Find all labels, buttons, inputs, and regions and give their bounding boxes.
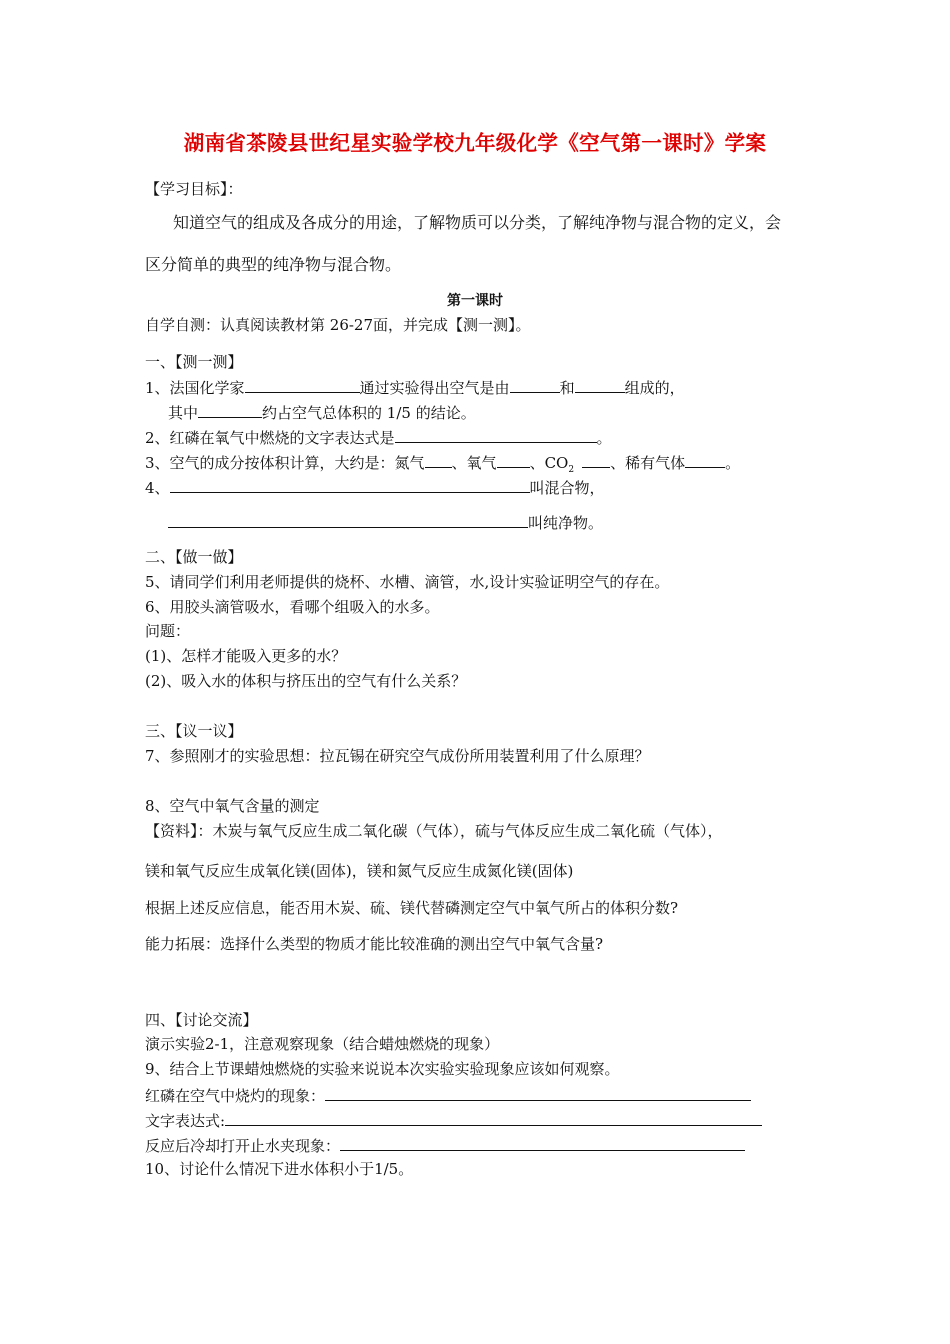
q3-blank-oxygen[interactable] (497, 452, 530, 468)
q1-text-d: 组成的， (624, 379, 685, 397)
q1-blank-component-1[interactable] (510, 377, 560, 393)
q1-text-a: 1、法国化学家 (145, 379, 245, 397)
q1-text-b: 通过实验得出空气是由 (359, 379, 510, 397)
question-8: 8、空气中氧气含量的测定 (145, 797, 320, 815)
question-8-extension: 能力拓展：选择什么类型的物质才能比较准确的测出空气中氧气含量? (145, 935, 604, 953)
question-7: 7、参照刚才的实验思想：拉瓦锡在研究空气成份所用装置利用了什么原理？ (145, 747, 650, 765)
observation-3-label: 反应后冷却打开止水夹现象： (145, 1137, 341, 1155)
self-study-instruction: 自学自测：认真阅读教材第 26-27面，并完成【测一测】。 (145, 316, 531, 334)
observation-2-blank[interactable] (225, 1110, 762, 1126)
question-10: 10、讨论什么情况下进水体积小于1/5。 (145, 1160, 414, 1178)
question-2 (145, 427, 612, 447)
question-1-line-2 (168, 402, 476, 422)
question-8-info-2: 镁和氧气反应生成氧化镁(固体)，镁和氮气反应生成氮化镁(固体) (145, 862, 574, 880)
question-4-line-1 (145, 477, 605, 497)
question-3 (145, 452, 740, 479)
q1-text-e: 其中 (168, 404, 199, 422)
observation-2 (145, 1110, 762, 1130)
q4-blank-pure[interactable] (168, 512, 528, 528)
observation-1 (145, 1085, 751, 1105)
q1-blank-oxygen[interactable] (198, 402, 262, 418)
page-title: 湖南省茶陵县世纪星实验学校九年级化学《空气第一课时》学案 (183, 131, 767, 155)
observation-3-blank[interactable] (340, 1135, 745, 1151)
goal-label: 【学习目标】： (145, 180, 243, 198)
q4-blank-mixture[interactable] (170, 477, 530, 493)
demo-experiment: 演示实验2-1，注意观察现象（结合蜡烛燃烧的现象） (145, 1035, 500, 1053)
question-5: 5、请同学们利用老师提供的烧杯、水槽、滴管，水,设计实验证明空气的存在。 (145, 573, 670, 591)
q1-text-f: 约占空气总体积的 1/5 的结论。 (262, 404, 476, 422)
question-1-line-1 (145, 377, 685, 397)
q2-text: 2、红磷在氧气中燃烧的文字表达式是 (145, 429, 395, 447)
section-3-heading: 三、【议一议】 (145, 722, 243, 740)
q3-blank-co2[interactable] (582, 452, 610, 468)
q2-end: 。 (596, 429, 612, 447)
q2-blank-expression[interactable] (395, 427, 597, 443)
q3-subscript: 2 (568, 465, 575, 475)
q3-text-a: 3、空气的成分按体积计算，大约是：氮气 (145, 454, 425, 472)
q4-number: 4、 (145, 479, 170, 497)
q1-blank-component-2[interactable] (575, 377, 625, 393)
q3-text-e: 。 (725, 454, 741, 472)
q3-text-c: 、CO (529, 454, 569, 472)
section-4-heading: 四、【讨论交流】 (145, 1011, 258, 1029)
question-8-info: 【资料】：木炭与氧气反应生成二氧化碳（气体），硫与气体反应生成二氧化硫（气体）， (145, 822, 723, 840)
section-1-heading: 一、【测一测】 (145, 353, 243, 371)
question-9: 9、结合上节课蜡烛燃烧的实验来说说本次实验实验现象应该如何观察。 (145, 1060, 620, 1078)
question-6-1: (1)、怎样才能吸入更多的水？ (145, 647, 347, 665)
q3-blank-nitrogen[interactable] (425, 452, 452, 468)
q1-text-c: 和 (559, 379, 575, 397)
q3-blank-noble-gas[interactable] (685, 452, 725, 468)
goal-text-line2: 区分简单的典型的纯净物与混合物。 (145, 255, 402, 274)
question-6-2: (2)、吸入水的体积与挤压出的空气有什么关系？ (145, 672, 467, 690)
lesson-title: 第一课时 (447, 293, 503, 309)
q3-text-b: 、氧气 (451, 454, 497, 472)
q4-mixture-label: 叫混合物， (529, 479, 605, 497)
question-6: 6、用胶头滴管吸水，看哪个组吸入的水多。 (145, 598, 440, 616)
q3-text-d: 、稀有气体 (610, 454, 686, 472)
observation-3 (145, 1135, 745, 1155)
question-8-question: 根据上述反应信息，能否用木炭、硫、镁代替磷测定空气中氧气所占的体积分数? (145, 899, 679, 917)
q4-pure-label: 叫纯净物。 (528, 514, 604, 532)
observation-1-blank[interactable] (325, 1085, 751, 1101)
q1-blank-chemist[interactable] (245, 377, 360, 393)
section-2-heading: 二、【做一做】 (145, 548, 243, 566)
observation-2-label: 文字表达式: (145, 1112, 226, 1130)
observation-1-label: 红磷在空气中烧灼的现象： (145, 1087, 326, 1105)
goal-text-line1: 知道空气的组成及各成分的用途，了解物质可以分类，了解纯净物与混合物的定义，会 (173, 213, 782, 232)
question-4-line-2 (168, 512, 603, 532)
question-label: 问题： (145, 622, 191, 640)
